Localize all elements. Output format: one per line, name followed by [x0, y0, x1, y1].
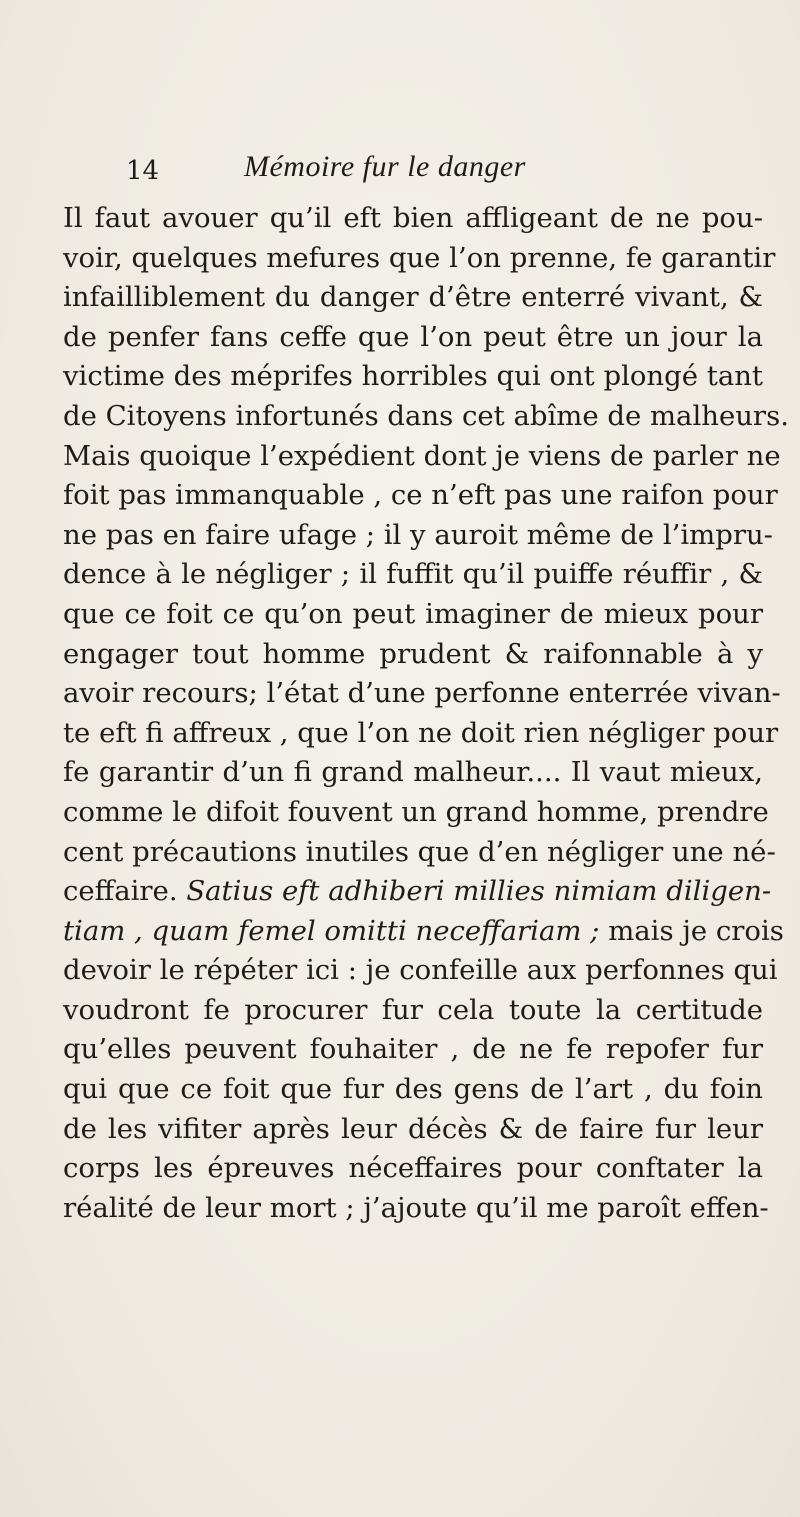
text-segment: foit pas immanquable , ce n’eft pas une raifon pour [63, 479, 778, 512]
text-segment: te eft fi affreux , que l’on ne doit rien négliger pour [63, 716, 779, 749]
text-segment: de Citoyens infortunés dans cet abîme de malheurs. [63, 399, 789, 432]
text-segment: fe garantir d’un fi grand malheur.... Il vaut mieux, [63, 756, 763, 789]
text-line [63, 951, 778, 991]
text-line [63, 199, 763, 239]
text-line [63, 872, 772, 912]
text-line [63, 1030, 763, 1070]
text-line [63, 357, 763, 397]
text-line [63, 318, 763, 358]
text-segment: dence à le négliger ; il fuffit qu’il puiffe réuffir , & [63, 558, 763, 591]
text-segment: devoir le répéter ici : je confeille aux perfonnes qui [63, 954, 778, 987]
text-line [63, 397, 789, 437]
text-segment: qu’elles peuvent fouhaiter , de ne fe repofer fur [63, 1033, 763, 1066]
body-text [63, 199, 789, 1228]
text-line [63, 753, 763, 793]
text-line [63, 555, 763, 595]
text-segment: infailliblement du danger d’être enterré vivant, & [63, 281, 763, 314]
text-segment: voir, quelques mefures que l’on prenne, fe garantir [63, 241, 776, 274]
text-segment: Il faut avouer qu’il eft bien affligeant de ne pou- [63, 202, 763, 234]
text-line [63, 516, 773, 556]
text-segment: engager tout homme prudent & raifonnable à y [63, 637, 763, 670]
text-segment: voudront fe procurer fur cela toute la certitude [63, 993, 763, 1026]
page-number: 14 [126, 156, 160, 186]
running-title: Mémoire fur le danger [244, 150, 526, 183]
text-segment: qui que ce foit que fur des gens de l’art , du foin [63, 1073, 763, 1106]
text-line [63, 833, 776, 873]
text-line [63, 239, 776, 279]
text-line [63, 912, 784, 952]
page-header [126, 150, 686, 190]
text-segment: cent précautions inutiles que d’en négliger une né- [63, 835, 776, 868]
text-line [63, 278, 763, 318]
text-line [63, 1149, 763, 1189]
text-segment: ne pas en faire ufage ; il y auroit même de l’impru- [63, 518, 773, 551]
text-segment: de les vifiter après leur décès & de faire fur leur [63, 1112, 763, 1145]
text-segment: comme le difoit fouvent un grand homme, prendre [63, 795, 769, 828]
text-line [63, 714, 779, 754]
text-segment: que ce foit ce qu’on peut imaginer de mieux pour [63, 597, 763, 630]
text-line [63, 635, 763, 675]
text-segment: mais je crois [599, 914, 784, 947]
text-line [63, 1070, 763, 1110]
text-line [63, 437, 781, 477]
text-segment: corps les épreuves néceffaires pour conftater la [63, 1152, 763, 1185]
text-segment: ceffaire. [63, 875, 187, 908]
text-line [63, 991, 763, 1031]
text-segment: avoir recours; l’état d’une perfonne enterrée vivan- [63, 677, 781, 710]
text-segment: Mais quoique l’expédient dont je viens de parler ne [63, 439, 781, 472]
text-line [63, 476, 778, 516]
text-line [63, 1110, 763, 1150]
italic-text-segment: tiam , quam femel omitti neceffariam ; [63, 914, 600, 947]
text-line [63, 793, 769, 833]
text-line [63, 595, 763, 635]
text-segment: de penfer fans ceffe que l’on peut être un jour la [63, 320, 763, 353]
text-line [63, 1189, 769, 1229]
text-line [63, 674, 781, 714]
text-segment: victime des méprifes horribles qui ont plongé tant [63, 360, 763, 393]
text-segment: réalité de leur mort ; j’ajoute qu’il me paroît effen- [63, 1191, 769, 1224]
italic-text-segment: Satius eft adhiberi millies nimiam diligen- [186, 875, 772, 908]
